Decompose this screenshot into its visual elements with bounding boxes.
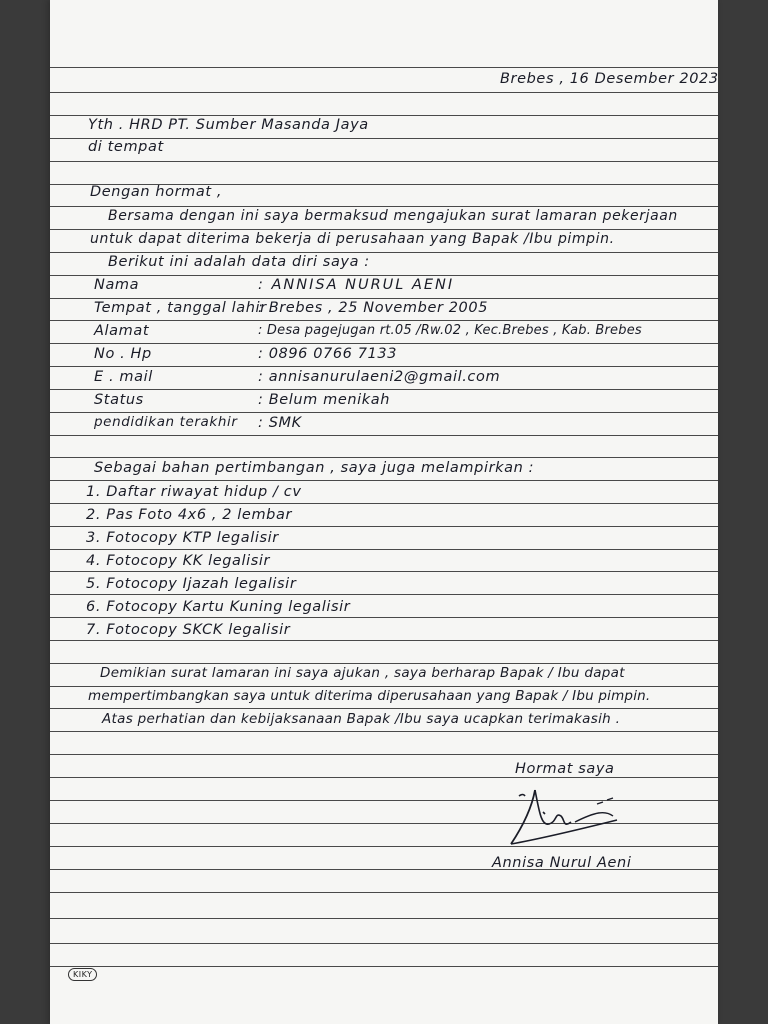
ruled-line xyxy=(50,366,718,367)
ruled-line xyxy=(50,412,718,413)
field-value-email: : annisanurulaeni2@gmail.com xyxy=(258,369,501,385)
salutation: Dengan hormat , xyxy=(90,184,223,200)
ruled-line xyxy=(50,892,718,893)
data-intro: Berikut ini adalah data diri saya : xyxy=(108,254,370,270)
field-label-pendidikan: pendidikan terakhir xyxy=(94,414,238,430)
signer-name: Annisa Nurul Aeni xyxy=(492,855,632,871)
ruled-line xyxy=(50,663,718,664)
ruled-line xyxy=(50,161,718,162)
ruled-line xyxy=(50,480,718,481)
field-value-nama: : ANNISA NURUL AENI xyxy=(258,277,455,293)
ruled-line xyxy=(50,549,718,550)
recipient-line-2: di tempat xyxy=(88,139,164,155)
paper-brand-logo: KIKY xyxy=(68,968,97,981)
ruled-line xyxy=(50,640,718,641)
ruled-line xyxy=(50,708,718,709)
ruled-line xyxy=(50,252,718,253)
ruled-line xyxy=(50,571,718,572)
ruled-line xyxy=(50,92,718,93)
field-label-alamat: Alamat xyxy=(94,323,150,339)
ruled-line xyxy=(50,389,718,390)
field-label-nohp: No . Hp xyxy=(94,346,152,362)
signature-image xyxy=(505,782,635,852)
ruled-line xyxy=(50,435,718,436)
field-label-nama: Nama xyxy=(94,277,140,293)
attachment-item: 2. Pas Foto 4x6 , 2 lembar xyxy=(86,507,293,523)
ruled-line xyxy=(50,526,718,527)
letter-paper xyxy=(50,0,718,1024)
closing-line-1: Demikian surat lamaran ini saya ajukan , saya berharap Bapak / Ibu dapat xyxy=(100,665,625,681)
ruled-line xyxy=(50,686,718,687)
ruled-line xyxy=(50,457,718,458)
recipient-line-1: Yth . HRD PT. Sumber Masanda Jaya xyxy=(88,117,369,133)
field-label-email: E . mail xyxy=(94,369,153,385)
attachment-item: 6. Fotocopy Kartu Kuning legalisir xyxy=(86,599,351,615)
closing-line-2: mempertimbangkan saya untuk diterima diperusahaan yang Bapak / Ibu pimpin. xyxy=(88,688,651,704)
attachment-item: 3. Fotocopy KTP legalisir xyxy=(86,530,279,546)
attachment-item: 5. Fotocopy Ijazah legalisir xyxy=(86,576,297,592)
attachment-item: 7. Fotocopy SKCK legalisir xyxy=(86,622,291,638)
field-value-ttl: : Brebes , 25 November 2005 xyxy=(258,300,489,316)
field-value-pendidikan: : SMK xyxy=(258,415,302,431)
ruled-line xyxy=(50,115,718,116)
ruled-line xyxy=(50,617,718,618)
ruled-line xyxy=(50,229,718,230)
ruled-line xyxy=(50,754,718,755)
ruled-line xyxy=(50,275,718,276)
ruled-line xyxy=(50,731,718,732)
attachment-item: 4. Fotocopy KK legalisir xyxy=(86,553,271,569)
field-label-ttl: Tempat , tanggal lahir xyxy=(94,300,267,316)
ruled-line xyxy=(50,206,718,207)
attachment-item: 1. Daftar riwayat hidup / cv xyxy=(86,484,302,500)
field-value-nohp: : 0896 0766 7133 xyxy=(258,346,398,362)
attachments-intro: Sebagai bahan pertimbangan , saya juga melampirkan : xyxy=(94,460,535,476)
ruled-line xyxy=(50,943,718,944)
ruled-line xyxy=(50,320,718,321)
ruled-line xyxy=(50,343,718,344)
place-date: Brebes , 16 Desember 2023 xyxy=(500,71,719,87)
ruled-line xyxy=(50,966,718,967)
ruled-line xyxy=(50,503,718,504)
opening-line-2: untuk dapat diterima bekerja di perusahaan yang Bapak /Ibu pimpin. xyxy=(90,231,615,247)
ruled-line xyxy=(50,67,718,68)
ruled-line xyxy=(50,594,718,595)
field-value-status: : Belum menikah xyxy=(258,392,391,408)
opening-line-1: Bersama dengan ini saya bermaksud mengajukan surat lamaran pekerjaan xyxy=(108,208,678,224)
closing-line-3: Atas perhatian dan kebijaksanaan Bapak /Ibu saya ucapkan terimakasih . xyxy=(102,711,621,727)
field-label-status: Status xyxy=(94,392,144,408)
ruled-line xyxy=(50,298,718,299)
signoff: Hormat saya xyxy=(515,761,615,777)
ruled-line xyxy=(50,918,718,919)
ruled-line xyxy=(50,777,718,778)
field-value-alamat: : Desa pagejugan rt.05 /Rw.02 , Kec.Brebes , Kab. Brebes xyxy=(258,323,642,338)
